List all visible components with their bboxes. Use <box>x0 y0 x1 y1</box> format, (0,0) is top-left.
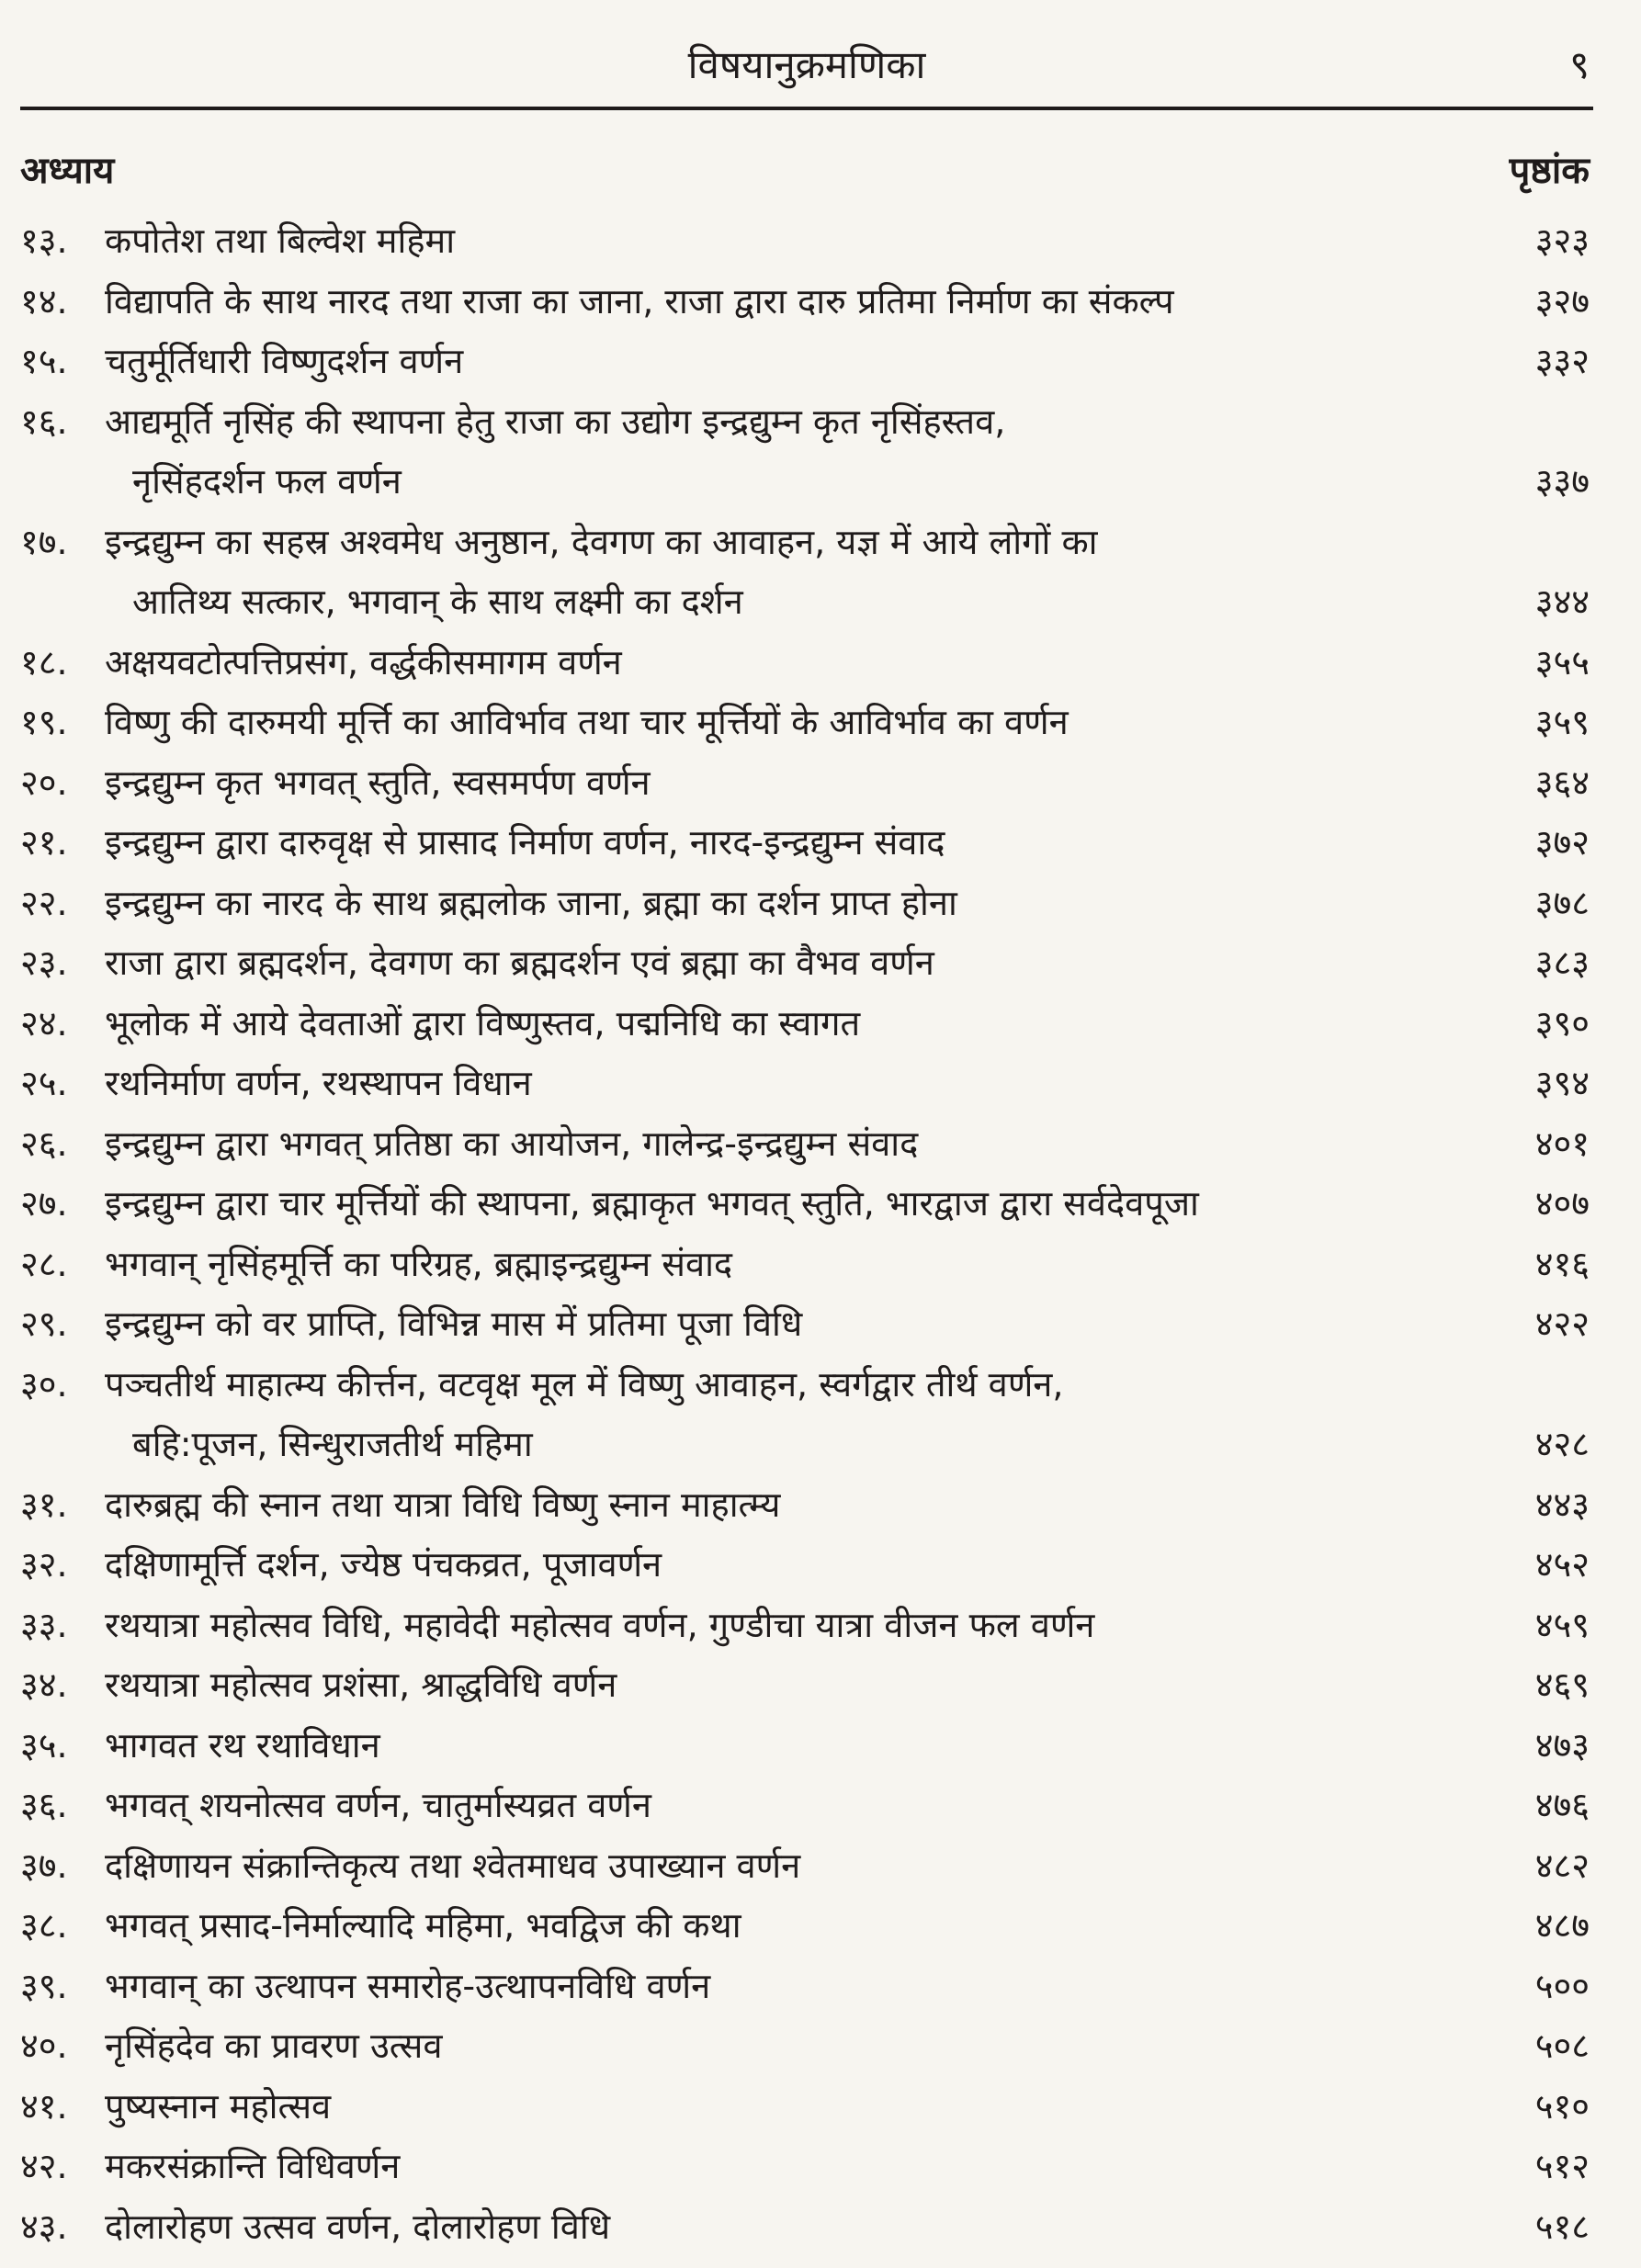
chapter-title <box>105 933 1479 994</box>
toc-entry <box>20 332 1593 392</box>
chapter-title <box>105 1535 1479 1596</box>
chapter-number: १५. <box>20 341 68 381</box>
chapter-title <box>105 1596 1479 1656</box>
chapter-page-number: ३९४ <box>1534 1063 1590 1103</box>
chapter-title-line: अक्षयवटोत्पत्तिप्रसंग, वर्द्धकीसमागम वर्णन <box>105 641 622 683</box>
chapter-title-line: रथयात्रा महोत्सव विधि, महावेदी महोत्सव वर्णन, गुण्डीचा यात्रा वीजन फल वर्णन <box>105 1604 1095 1645</box>
chapter-title-line: इन्द्रद्युम्न द्वारा दारुवृक्ष से प्रासाद निर्माण वर्णन, नारद-इन्द्रद्युम्न संवाद <box>105 822 945 863</box>
chapter-title-line: विद्यापति के साथ नारद तथा राजा का जाना, राजा द्वारा दारु प्रतिमा निर्माण का संकल्प <box>105 280 1174 322</box>
toc-entry <box>20 1355 1593 1475</box>
chapter-number: २९. <box>20 1303 68 1344</box>
chapter-number: ४३. <box>20 2206 68 2247</box>
toc-entry <box>20 1836 1593 1897</box>
chapter-page-number: ३३७ <box>1534 461 1590 502</box>
chapter-number: २५. <box>20 1063 68 1103</box>
chapter-title-line: नृसिंहदेव का प्रावरण उत्सव <box>105 2025 443 2066</box>
chapter-page-number: ४५२ <box>1534 1544 1590 1585</box>
chapter-title-line: दारुब्रह्म की स्नान तथा यात्रा विधि विष्णु स्नान माहात्म्य <box>105 1484 781 1525</box>
chapter-title <box>105 1355 1479 1475</box>
toc-entry <box>20 753 1593 814</box>
chapter-page-number: ५१८ <box>1534 2206 1590 2247</box>
toc-entry <box>20 994 1593 1055</box>
chapter-number: ३८. <box>20 1905 68 1946</box>
chapter-number: २७. <box>20 1183 68 1224</box>
chapter-title <box>105 1655 1479 1716</box>
toc-entry <box>20 1596 1593 1656</box>
chapter-title <box>105 2197 1479 2258</box>
chapter-title <box>105 332 1479 392</box>
chapter-title-line: भगवान् का उत्थापन समारोह-उत्थापनविधि वर्णन <box>105 1965 711 2006</box>
table-of-contents <box>20 211 1593 2257</box>
page-column-heading: पृष्ठांक <box>1509 150 1590 192</box>
chapter-page-number: ५०० <box>1534 1965 1590 2006</box>
toc-entry <box>20 1716 1593 1777</box>
chapter-page-number: ४८२ <box>1534 1845 1590 1886</box>
chapter-title <box>105 2016 1479 2077</box>
chapter-page-number: ४०१ <box>1534 1123 1590 1164</box>
chapter-page-number: ४१६ <box>1534 1243 1590 1284</box>
toc-entry <box>20 211 1593 272</box>
chapter-title-line: आद्यमूर्ति नृसिंह की स्थापना हेतु राजा का उद्योग इन्द्रद्युम्न कृत नृसिंहस्तव, <box>105 401 1006 442</box>
chapter-title-line: विष्णु की दारुमयी मूर्त्ति का आविर्भाव तथा चार मूर्त्तियों के आविर्भाव का वर्णन <box>105 702 1069 742</box>
toc-entry <box>20 1776 1593 1836</box>
chapter-title <box>105 753 1479 814</box>
toc-entry <box>20 272 1593 333</box>
chapter-page-number: ४८७ <box>1534 1905 1590 1946</box>
chapter-number: १९. <box>20 702 68 742</box>
chapter-number: ३१. <box>20 1484 68 1525</box>
chapter-title <box>105 693 1479 753</box>
toc-entry <box>20 2137 1593 2197</box>
chapter-page-number: ५१२ <box>1534 2146 1590 2186</box>
chapter-title-line: पुष्यस्नान महोत्सव <box>105 2085 332 2127</box>
chapter-title-line: बहि:पूजन, सिन्धुराजतीर्थ महिमा <box>132 1424 533 1464</box>
chapter-title-line: इन्द्रद्युम्न द्वारा भगवत् प्रतिष्ठा का आयोजन, गालेन्द्र-इन्द्रद्युम्न संवाद <box>105 1123 919 1164</box>
toc-entry <box>20 392 1593 513</box>
chapter-number: २३. <box>20 942 68 983</box>
chapter-number: ३४. <box>20 1664 68 1705</box>
chapter-title-line: इन्द्रद्युम्न द्वारा चार मूर्त्तियों की स्थापना, ब्रह्माकृत भगवत् स्तुति, भारद्वाज द्वारा सर्वदेवपूजा <box>105 1183 1199 1224</box>
chapter-page-number: ३७२ <box>1534 822 1590 863</box>
chapter-title <box>105 392 1479 513</box>
chapter-title-line: भगवत् प्रसाद-निर्माल्यादि महिमा, भवद्विज की कथा <box>105 1905 741 1946</box>
chapter-title <box>105 211 1479 272</box>
chapter-number: ३५. <box>20 1724 68 1766</box>
toc-entry <box>20 813 1593 874</box>
toc-entry <box>20 693 1593 753</box>
chapter-title <box>105 2137 1479 2197</box>
chapter-number: २४. <box>20 1002 68 1044</box>
chapter-title-line: राजा द्वारा ब्रह्मदर्शन, देवगण का ब्रह्मदर्शन एवं ब्रह्मा का वैभव वर्णन <box>105 942 934 983</box>
chapter-column-heading: अध्याय <box>20 150 115 192</box>
chapter-page-number: ३८३ <box>1534 942 1590 983</box>
chapter-page-number: ३३२ <box>1534 341 1590 381</box>
toc-entry <box>20 1294 1593 1355</box>
toc-entry <box>20 874 1593 934</box>
chapter-page-number: ४०७ <box>1534 1183 1590 1224</box>
chapter-title-line: भागवत रथ रथाविधान <box>105 1724 380 1766</box>
chapter-page-number: ३४४ <box>1534 581 1590 622</box>
chapter-number: ४२. <box>20 2146 68 2186</box>
toc-entry <box>20 1475 1593 1536</box>
chapter-page-number: ५०८ <box>1534 2025 1590 2066</box>
chapter-title-line: रथनिर्माण वर्णन, रथस्थापन विधान <box>105 1063 532 1103</box>
chapter-page-number: ४२८ <box>1534 1424 1590 1464</box>
chapter-number: २२. <box>20 882 68 923</box>
chapter-number: २८. <box>20 1243 68 1284</box>
page-number: ९ <box>1569 42 1590 87</box>
chapter-number: १८. <box>20 641 68 683</box>
column-headings <box>20 147 1593 202</box>
chapter-title <box>105 2077 1479 2138</box>
chapter-title-line: इन्द्रद्युम्न कृत भगवत् स्तुति, स्वसमर्पण वर्णन <box>105 762 651 803</box>
toc-entry <box>20 1535 1593 1596</box>
chapter-number: ४१. <box>20 2085 68 2127</box>
chapter-page-number: ३५५ <box>1534 641 1590 683</box>
toc-entry <box>20 1054 1593 1114</box>
chapter-number: ३०. <box>20 1363 68 1405</box>
chapter-page-number: ३५९ <box>1534 702 1590 742</box>
chapter-page-number: ४७३ <box>1534 1724 1590 1766</box>
chapter-title <box>105 1235 1479 1295</box>
chapter-title-line: आतिथ्य सत्कार, भगवान् के साथ लक्ष्मी का दर्शन <box>132 581 743 622</box>
chapter-number: १३. <box>20 220 68 261</box>
chapter-number: १७. <box>20 521 68 562</box>
chapter-page-number: ३७८ <box>1534 882 1590 923</box>
chapter-title-line: भूलोक में आये देवताओं द्वारा विष्णुस्तव, पद्मनिधि का स्वागत <box>105 1002 861 1044</box>
toc-entry <box>20 1235 1593 1295</box>
header-title: विषयानुक्रमणिका <box>687 42 926 87</box>
chapter-number: ३९. <box>20 1965 68 2006</box>
chapter-number: ४०. <box>20 2025 68 2066</box>
chapter-title-line: भगवान् नृसिंहमूर्त्ति का परिग्रह, ब्रह्माइन्द्रद्युम्न संवाद <box>105 1243 733 1284</box>
chapter-title <box>105 272 1479 333</box>
chapter-title <box>105 513 1479 633</box>
chapter-page-number: ४६९ <box>1534 1664 1590 1705</box>
chapter-page-number: ३२७ <box>1534 280 1590 322</box>
chapter-number: ३६. <box>20 1785 68 1825</box>
header-rule <box>20 107 1593 110</box>
chapter-title-line: रथयात्रा महोत्सव प्रशंसा, श्राद्धविधि वर्णन <box>105 1664 617 1705</box>
toc-entry <box>20 1174 1593 1235</box>
chapter-title-line: दोलारोहण उत्सव वर्णन, दोलारोहण विधि <box>105 2206 611 2247</box>
toc-entry <box>20 1896 1593 1957</box>
chapter-title-line: मकरसंक्रान्ति विधिवर्णन <box>105 2146 401 2186</box>
chapter-page-number: ५१० <box>1534 2085 1590 2127</box>
running-header <box>20 28 1593 101</box>
chapter-page-number: ४७६ <box>1534 1785 1590 1825</box>
chapter-number: १६. <box>20 401 68 442</box>
chapter-number: २१. <box>20 822 68 863</box>
chapter-page-number: ३२३ <box>1534 220 1590 261</box>
chapter-page-number: ४२२ <box>1534 1303 1590 1344</box>
chapter-number: ३७. <box>20 1845 68 1886</box>
chapter-title-line: पञ्चतीर्थ माहात्म्य कीर्त्तन, वटवृक्ष मूल में विष्णु आवाहन, स्वर्गद्वार तीर्थ वर्णन, <box>105 1363 1064 1405</box>
chapter-title-line: कपोतेश तथा बिल्वेश महिमा <box>105 220 456 261</box>
chapter-page-number: ४५९ <box>1534 1604 1590 1645</box>
chapter-title-line: नृसिंहदर्शन फल वर्णन <box>132 461 402 502</box>
chapter-title-line: इन्द्रद्युम्न को वर प्राप्ति, विभिन्न मास में प्रतिमा पूजा विधि <box>105 1303 803 1344</box>
chapter-number: १४. <box>20 280 68 322</box>
chapter-title <box>105 1475 1479 1536</box>
chapter-title <box>105 874 1479 934</box>
toc-entry <box>20 1114 1593 1175</box>
chapter-title <box>105 1776 1479 1836</box>
toc-entry <box>20 1655 1593 1716</box>
toc-entry <box>20 1957 1593 2017</box>
chapter-title <box>105 813 1479 874</box>
toc-entry <box>20 633 1593 694</box>
toc-entry <box>20 513 1593 633</box>
chapter-title <box>105 1896 1479 1957</box>
chapter-title-line: चतुर्मूर्तिधारी विष्णुदर्शन वर्णन <box>105 341 464 381</box>
chapter-title <box>105 1957 1479 2017</box>
chapter-title-line: इन्द्रद्युम्न का सहस्र अश्वमेध अनुष्ठान, देवगण का आवाहन, यज्ञ में आये लोगों का <box>105 521 1098 562</box>
toc-entry <box>20 2016 1593 2077</box>
chapter-number: ३३. <box>20 1604 68 1645</box>
chapter-title-line: दक्षिणायन संक्रान्तिकृत्य तथा श्वेतमाधव उपाख्यान वर्णन <box>105 1845 801 1886</box>
chapter-title-line: दक्षिणामूर्त्ति दर्शन, ज्येष्ठ पंचकव्रत, पूजावर्णन <box>105 1544 662 1585</box>
chapter-title <box>105 1716 1479 1777</box>
chapter-page-number: ३९० <box>1534 1002 1590 1044</box>
chapter-page-number: ४४३ <box>1534 1484 1590 1525</box>
chapter-title <box>105 1836 1479 1897</box>
chapter-number: २६. <box>20 1123 68 1164</box>
toc-entry <box>20 933 1593 994</box>
chapter-title <box>105 633 1479 694</box>
toc-entry <box>20 2077 1593 2138</box>
chapter-title <box>105 1114 1479 1175</box>
chapter-title <box>105 994 1479 1055</box>
chapter-title-line: भगवत् शयनोत्सव वर्णन, चातुर्मास्यव्रत वर्णन <box>105 1785 651 1825</box>
toc-entry <box>20 2197 1593 2258</box>
chapter-number: ३२. <box>20 1544 68 1585</box>
chapter-page-number: ३६४ <box>1534 762 1590 803</box>
chapter-title <box>105 1174 1479 1235</box>
chapter-title <box>105 1054 1479 1114</box>
chapter-title <box>105 1294 1479 1355</box>
chapter-title-line: इन्द्रद्युम्न का नारद के साथ ब्रह्मलोक जाना, ब्रह्मा का दर्शन प्राप्त होना <box>105 882 957 923</box>
chapter-number: २०. <box>20 762 68 803</box>
